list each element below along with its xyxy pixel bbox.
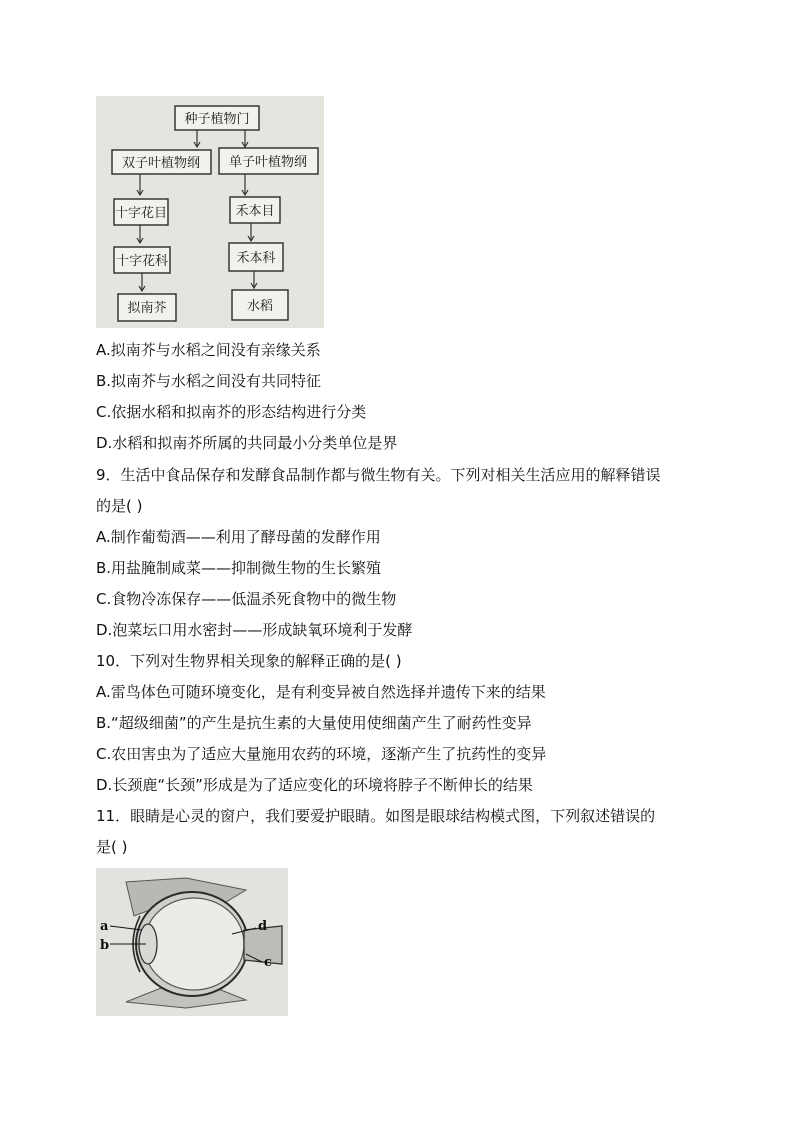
q9-option-d: D.泡菜坛口用水密封——形成缺氧环境利于发酵 — [96, 621, 413, 639]
arrow-icon — [251, 271, 257, 288]
q8-option-b: B.拟南芥与水稻之间没有共同特征 — [96, 372, 322, 390]
leader-line-a — [110, 926, 142, 930]
eye-label-c: c — [264, 955, 272, 970]
q10-option-c: C.农田害虫为了适应大量施用农药的环境，逐渐产生了抗药性的变异 — [96, 745, 547, 763]
tree-label-class-left: 双子叶植物纲 — [121, 156, 201, 171]
arrow-icon — [137, 174, 143, 195]
eye-label-d: d — [258, 919, 268, 934]
tree-label-family-right: 禾本科 — [236, 251, 276, 266]
tree-label-class-right: 单子叶植物纲 — [228, 155, 308, 170]
eye-label-b: b — [100, 938, 110, 953]
tree-label-species-left: 拟南芥 — [127, 301, 167, 316]
q9-option-a: A.制作葡萄酒——利用了酵母菌的发酵作用 — [96, 528, 381, 546]
q10-option-b: B.“超级细菌”的产生是抗生素的大量使用使细菌产生了耐药性变异 — [96, 714, 532, 732]
tree-label-species-right: 水稻 — [246, 299, 274, 314]
q8-option-a: A.拟南芥与水稻之间没有亲缘关系 — [96, 341, 321, 359]
q9-option-b: B.用盐腌制咸菜——抑制微生物的生长繁殖 — [96, 559, 382, 577]
tree-label-order-right: 禾本目 — [235, 204, 275, 219]
q10-option-d: D.长颈鹿“长颈”形成是为了适应变化的环境将脖子不断伸长的结果 — [96, 776, 533, 794]
q10-stem: 10．下列对生物界相关现象的解释正确的是( ) — [96, 652, 402, 670]
q9-stem-line1: 9．生活中食品保存和发酵食品制作都与微生物有关。下列对相关生活应用的解释错误 — [96, 466, 661, 484]
q11-stem-line1: 11．眼睛是心灵的窗户，我们要爱护眼睛。如图是眼球结构模式图，下列叙述错误的 — [96, 807, 656, 825]
eyeball-inner — [144, 898, 244, 990]
arrow-icon — [139, 273, 145, 291]
tree-label-phylum: 种子植物门 — [184, 112, 250, 127]
q9-stem-line2: 的是( ) — [96, 497, 143, 515]
classification-tree-figure — [96, 96, 324, 328]
q11-stem-line2: 是( ) — [96, 838, 128, 856]
arrow-icon — [194, 130, 200, 147]
arrow-icon — [248, 223, 254, 241]
q10-option-a: A.雷鸟体色可随环境变化，是有利变异被自然选择并遗传下来的结果 — [96, 683, 546, 701]
tree-label-family-left: 十字花科 — [115, 254, 169, 269]
arrow-icon — [242, 174, 248, 195]
eyeball-structure-figure — [96, 868, 288, 1016]
eye-label-a: a — [100, 919, 109, 934]
arrow-icon — [242, 130, 248, 147]
q8-option-d: D.水稻和拟南芥所属的共同最小分类单位是界 — [96, 434, 398, 452]
q8-option-c: C.依据水稻和拟南芥的形态结构进行分类 — [96, 403, 367, 421]
tree-label-order-left: 十字花目 — [114, 206, 168, 221]
arrow-icon — [137, 225, 143, 243]
q9-option-c: C.食物冷冻保存——低温杀死食物中的微生物 — [96, 590, 397, 608]
